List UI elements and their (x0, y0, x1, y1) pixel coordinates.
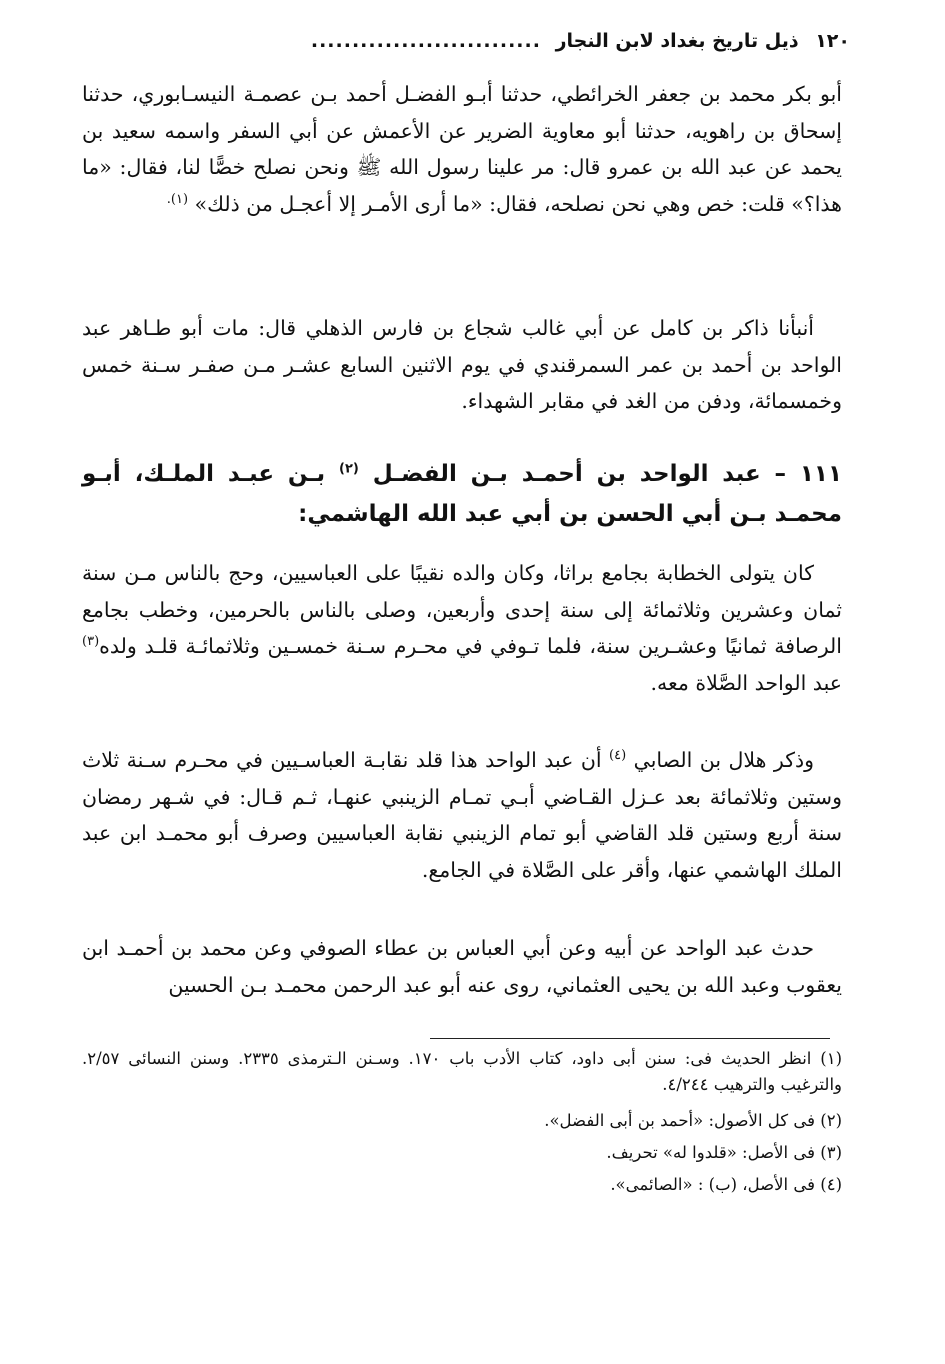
paragraph-3-text-b: عبد الواحد الصَّلاة معه. (650, 670, 842, 695)
book-title: ذيل تاريخ بغداد لابن النجار (555, 30, 799, 52)
paragraph-4-text-b: أن عبد الواحد هذا قلد نقابـة العباسـيين في محـرم سـنة ثلاث وستين وثلاثمائة بعد عـزل القـاضي أبـي تمـام الزينبي عنهـا، ثـم قـال: في شـهر رمضان سنة أربع وستين قلد القاضي أبو تمام الزينبي نقابة العباسيين وصرف أبو محمـد ابن عبد الملك الهاشمي عنها، وأقر على الصَّلاة في الجامع. (82, 748, 842, 882)
paragraph-5: حدث عبد الواحد عن أبيه وعن أبي العباس بن عطاء الصوفي وعن محمد بن أحمـد ابن يعقوب وعبد الله بن يحيى العثماني، روى عنه أبو عبد الرحمن محمـد بـن الحسين (82, 936, 842, 997)
running-header (90, 30, 850, 64)
footnote-2: (٢) فى كل الأصول: «أحمد بن أبى الفضل». (544, 1111, 842, 1130)
footnote-4: (٤) فى الأصل، (ب) : «الصائمى». (610, 1175, 842, 1194)
entry-heading (82, 454, 842, 534)
entry-heading-part-2: بـن عبـد الملـك، أبـو محمـد بـن أبي الحسن بن أبي عبد الله الهاشمي: (82, 461, 842, 527)
paragraph-3 (82, 555, 842, 701)
paragraph-4-text-a: وذكر هلال بن الصابي (633, 748, 814, 772)
paragraph-2: أنبأنا ذاكر بن كامل عن أبي غالب شجاع بن فارس الذهلي قال: مات أبو طـاهر عبد الواحد بن أحمد بن عمر السمرقندي في يوم الاثنين السابع عشـر مـن صفـر سـنة خمس وخمسمائة، ودفن من الغد في مقابر الشهداء. (82, 316, 842, 413)
paragraph-3-text-a: كان يتولى الخطابة بجامع براثا، وكان والده نقيبًا على العباسيين، وحج بالناس مـن سنة ثمان وعشرين وثلاثمائة إلى سنة إحدى وأربعين، وصلى بالناس بالحرمين، وخطب بجامع الرصافة ثمانيًا وعشـرين سنة، فلما تـوفي في محـرم سـنة خمسـين وثلاثمائـة قلـد ولده (82, 561, 842, 658)
footnote-ref-3: (٣) (82, 634, 100, 650)
page-number: ١٢٠ (815, 30, 850, 52)
footnote-separator (430, 1038, 830, 1039)
paragraph-1 (82, 76, 842, 222)
footnote-ref-2: (٢) (339, 461, 359, 477)
header-leader-dots: ............................ (310, 30, 541, 52)
footnote-1: (١) انظر الحديث فى: سنن أبى داود، كتاب الأدب باب ١٧٠. وسـنن الـترمذى ٢٣٣٥. وسنن النسائى ٢/٥٧. والترغيب والترهيب ٤/٢٤٤. (82, 1049, 842, 1094)
footnote-ref-1: (١). (166, 191, 189, 207)
paragraph-4 (82, 742, 842, 888)
entry-heading-part-1: ١١١ – عبد الواحد بن أحمـد بـن الفضـل (372, 461, 843, 487)
footnote-ref-4: (٤) (609, 748, 627, 764)
paragraph-1-text: أبو بكر محمد بن جعفر الخرائطي، حدثنا أبـو الفضـل أحمد بـن عصمـة النيسـابوري، حدثنا إسحاق بن راهويه، حدثنا أبو معاوية الضرير عن الأعمش عن أبي السفر واسمه سعيد بن يحمد عن عبد الله بن عمرو قال: مر علينا رسول الله ﷺ ونحن نصلح خصًّا لنا، فقال: «ما هذا؟» قلت: خص وهي نحن نصلحه، فقال: «ما أرى الأمـر إلا أعجـل من ذلك» (82, 82, 842, 216)
footnote-3: (٣) فى الأصل: «قلدوا له» تحريف. (606, 1143, 842, 1162)
